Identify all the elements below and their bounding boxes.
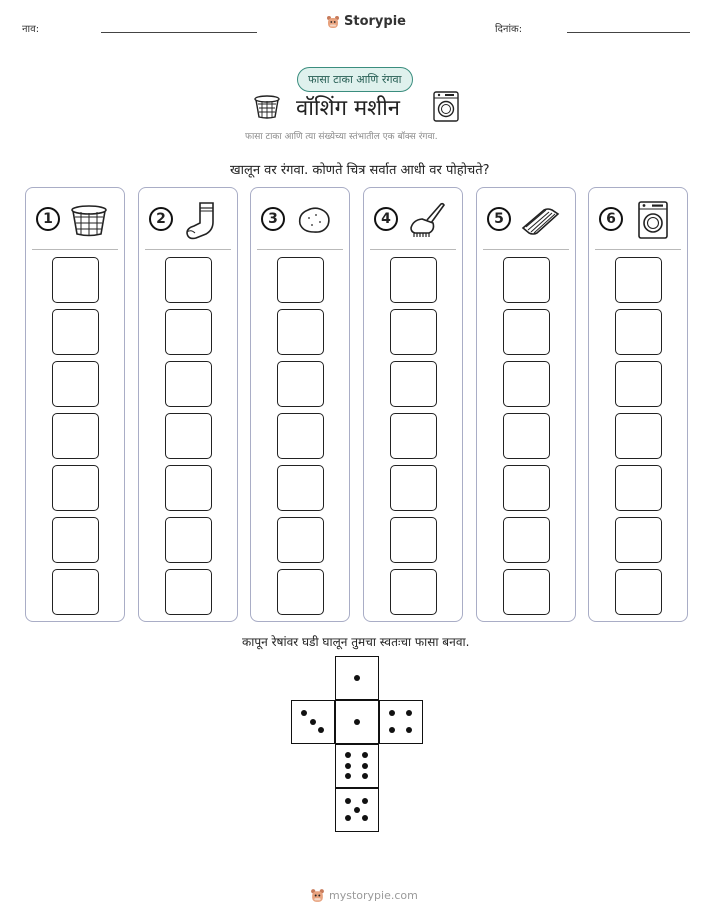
color-box[interactable] bbox=[615, 569, 662, 615]
die-pip bbox=[362, 773, 368, 779]
color-box[interactable] bbox=[615, 413, 662, 459]
color-box[interactable] bbox=[165, 465, 212, 511]
activity-pill: फासा टाका आणि रंगवा bbox=[297, 67, 413, 92]
color-box[interactable] bbox=[503, 569, 550, 615]
footer-url[interactable]: mystorypie.com bbox=[329, 889, 418, 902]
column-number: 2 bbox=[149, 207, 173, 231]
laundry-basket-icon bbox=[69, 200, 109, 240]
scrub-brush-icon bbox=[407, 200, 447, 240]
color-box[interactable] bbox=[52, 257, 99, 303]
column-divider bbox=[370, 249, 456, 250]
color-box[interactable] bbox=[390, 517, 437, 563]
die-pip bbox=[345, 752, 351, 758]
die-pip bbox=[406, 727, 412, 733]
column-4 bbox=[363, 187, 463, 622]
column-5 bbox=[476, 187, 576, 622]
color-box[interactable] bbox=[52, 361, 99, 407]
column-number: 4 bbox=[374, 207, 398, 231]
sock-icon bbox=[182, 200, 222, 240]
die-pip bbox=[389, 710, 395, 716]
color-box[interactable] bbox=[52, 309, 99, 355]
column-divider bbox=[483, 249, 569, 250]
color-box[interactable] bbox=[277, 361, 324, 407]
color-box[interactable] bbox=[503, 309, 550, 355]
die-pip bbox=[362, 798, 368, 804]
column-6 bbox=[588, 187, 688, 622]
name-line[interactable] bbox=[101, 32, 257, 33]
color-box[interactable] bbox=[165, 257, 212, 303]
washing-machine-icon bbox=[632, 200, 672, 240]
instructions-subtitle: फासा टाका आणि त्या संख्येच्या स्तंभातील एक बॉक्स रंगवा. bbox=[245, 132, 438, 142]
color-box[interactable] bbox=[503, 361, 550, 407]
color-box[interactable] bbox=[615, 257, 662, 303]
color-box[interactable] bbox=[390, 465, 437, 511]
die-pip bbox=[345, 798, 351, 804]
color-box[interactable] bbox=[165, 517, 212, 563]
die-pip bbox=[362, 752, 368, 758]
date-line[interactable] bbox=[567, 32, 690, 33]
column-number: 6 bbox=[599, 207, 623, 231]
soap-bar-icon bbox=[294, 200, 334, 240]
color-box[interactable] bbox=[615, 309, 662, 355]
die-pip bbox=[354, 807, 360, 813]
color-box[interactable] bbox=[390, 257, 437, 303]
color-box[interactable] bbox=[390, 309, 437, 355]
column-1 bbox=[25, 187, 125, 622]
brand-name: Storypie bbox=[344, 14, 406, 29]
die-pip bbox=[345, 773, 351, 779]
date-label: दिनांक: bbox=[495, 24, 523, 35]
page-title: वॉशिंग मशीन bbox=[296, 96, 400, 121]
color-box[interactable] bbox=[503, 413, 550, 459]
color-box[interactable] bbox=[390, 361, 437, 407]
color-box[interactable] bbox=[165, 361, 212, 407]
color-box[interactable] bbox=[165, 413, 212, 459]
question-text: खालून वर रंगवा. कोणते चित्र सर्वात आधी वर पोहोचते? bbox=[230, 163, 490, 178]
column-divider bbox=[145, 249, 231, 250]
color-box[interactable] bbox=[277, 309, 324, 355]
die-face bbox=[335, 788, 379, 832]
die-pip bbox=[354, 719, 360, 725]
die-face bbox=[335, 656, 379, 700]
column-number: 5 bbox=[487, 207, 511, 231]
die-face bbox=[379, 700, 423, 744]
column-2 bbox=[138, 187, 238, 622]
color-box[interactable] bbox=[503, 517, 550, 563]
die-pip bbox=[354, 675, 360, 681]
washing-machine-icon bbox=[433, 91, 459, 122]
color-box[interactable] bbox=[277, 569, 324, 615]
die-pip bbox=[345, 815, 351, 821]
dice-net bbox=[290, 656, 424, 836]
dice-instructions: कापून रेषांवर घडी घालून तुमचा स्वतःचा फासा बनवा. bbox=[242, 635, 470, 649]
color-box[interactable] bbox=[503, 465, 550, 511]
column-divider bbox=[32, 249, 118, 250]
die-face bbox=[291, 700, 335, 744]
column-number: 3 bbox=[261, 207, 285, 231]
folded-towel-icon bbox=[520, 200, 560, 240]
color-box[interactable] bbox=[52, 465, 99, 511]
footer bbox=[310, 888, 418, 903]
brand-logo bbox=[326, 14, 406, 29]
color-box[interactable] bbox=[52, 517, 99, 563]
color-box[interactable] bbox=[615, 517, 662, 563]
color-box[interactable] bbox=[277, 257, 324, 303]
column-divider bbox=[595, 249, 681, 250]
color-box[interactable] bbox=[390, 413, 437, 459]
die-pip bbox=[310, 719, 316, 725]
color-box[interactable] bbox=[52, 413, 99, 459]
color-box[interactable] bbox=[165, 569, 212, 615]
die-pip bbox=[362, 815, 368, 821]
column-number: 1 bbox=[36, 207, 60, 231]
die-pip bbox=[389, 727, 395, 733]
color-box[interactable] bbox=[277, 465, 324, 511]
die-pip bbox=[301, 710, 307, 716]
name-label: नाव: bbox=[22, 24, 40, 35]
laundry-basket-icon bbox=[253, 94, 281, 120]
die-pip bbox=[318, 727, 324, 733]
color-box[interactable] bbox=[503, 257, 550, 303]
storypie-mascot-icon bbox=[326, 15, 340, 29]
die-face bbox=[335, 744, 379, 788]
color-box[interactable] bbox=[52, 569, 99, 615]
column-divider bbox=[257, 249, 343, 250]
color-box[interactable] bbox=[165, 309, 212, 355]
die-pip bbox=[406, 710, 412, 716]
color-box[interactable] bbox=[277, 413, 324, 459]
color-box[interactable] bbox=[615, 361, 662, 407]
storypie-mascot-icon bbox=[310, 888, 325, 903]
column-3 bbox=[250, 187, 350, 622]
color-box[interactable] bbox=[390, 569, 437, 615]
die-pip bbox=[345, 763, 351, 769]
color-box[interactable] bbox=[277, 517, 324, 563]
color-box[interactable] bbox=[615, 465, 662, 511]
die-pip bbox=[362, 763, 368, 769]
die-face bbox=[335, 700, 379, 744]
